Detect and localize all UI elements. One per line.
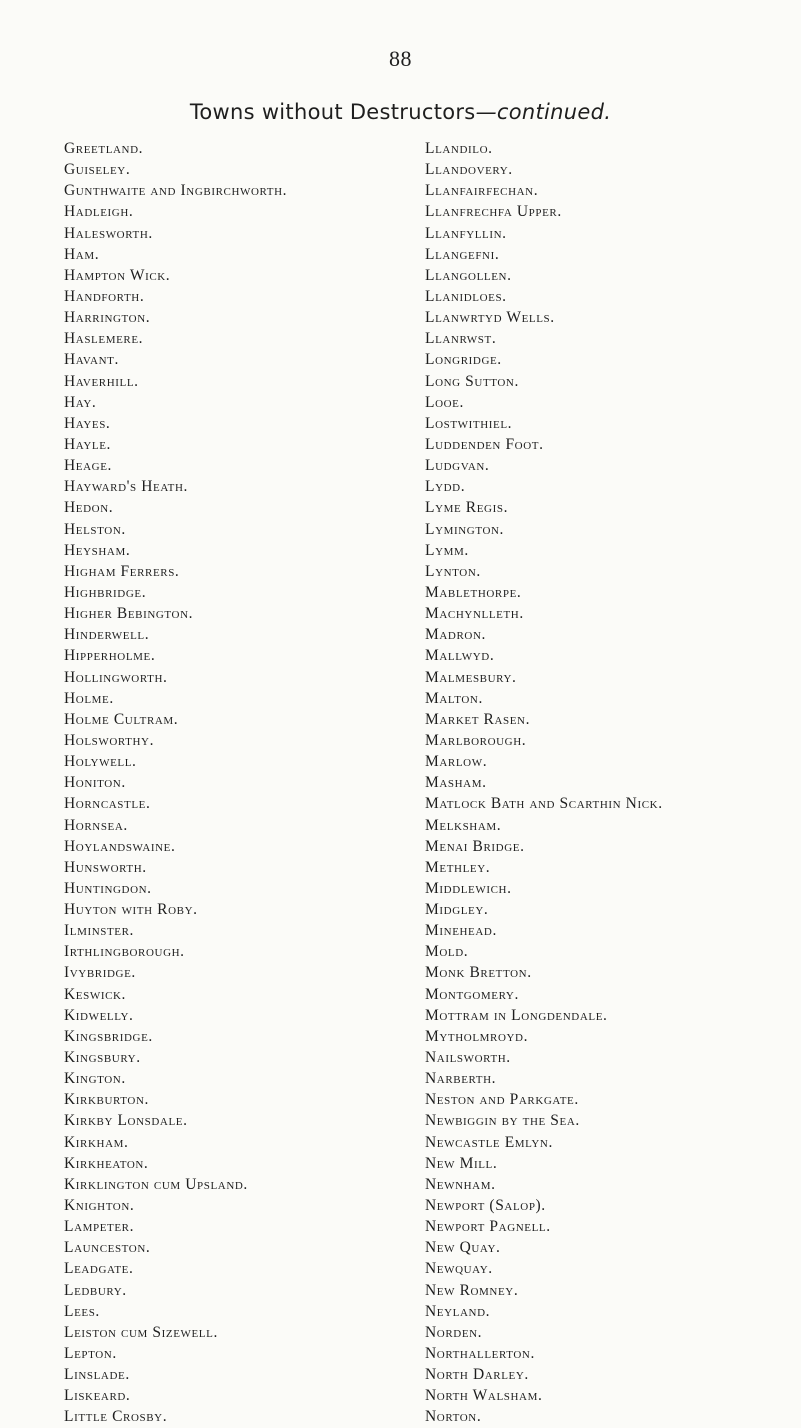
town-entry: Hayward's Heath.	[64, 478, 189, 496]
town-entry: Kirkburton.	[64, 1091, 149, 1109]
town-entry: Newquay.	[425, 1260, 493, 1278]
town-list-right-column	[425, 138, 795, 1428]
town-entry: Narberth.	[425, 1070, 497, 1088]
town-entry: Haslemere.	[64, 330, 144, 348]
town-entry: Hipperholme.	[64, 647, 156, 665]
town-entry: Kirkheaton.	[64, 1154, 149, 1172]
town-entry: Marlow.	[425, 753, 488, 771]
page-heading	[0, 100, 801, 124]
town-entry: Lymm.	[425, 541, 469, 559]
town-entry: Ludgvan.	[425, 457, 490, 475]
heading-continued: —continued.	[475, 100, 612, 124]
town-entry: Lostwithiel.	[425, 414, 513, 432]
town-entry: Midgley.	[425, 901, 489, 919]
town-entry: Lepton.	[64, 1345, 117, 1363]
town-entry: Heage.	[64, 457, 112, 475]
town-entry: Lydd.	[425, 478, 466, 496]
town-entry: Keswick.	[64, 985, 127, 1003]
town-entry: Nailsworth.	[425, 1049, 511, 1067]
town-entry: Leiston cum Sizewell.	[64, 1323, 218, 1341]
town-entry: Gunthwaite and Ingbirchworth.	[64, 182, 288, 200]
town-entry: Melksham.	[425, 816, 502, 834]
town-entry: Holywell.	[64, 753, 137, 771]
town-entry: Handforth.	[64, 287, 145, 305]
town-entry: Kidwelly.	[64, 1006, 134, 1024]
town-entry: Hayle.	[64, 435, 111, 453]
town-entry: Ledbury.	[64, 1281, 127, 1299]
town-entry: Kingsbury.	[64, 1049, 141, 1067]
town-entry: Lyme Regis.	[425, 499, 509, 517]
town-entry: Guiseley.	[64, 161, 131, 179]
town-entry: New Romney.	[425, 1281, 519, 1299]
town-entry: New Quay.	[425, 1239, 501, 1257]
town-entry: Knighton.	[64, 1197, 135, 1215]
town-entry: New Mill.	[425, 1154, 498, 1172]
town-entry: Horncastle.	[64, 795, 151, 813]
town-entry: Mallwyd.	[425, 647, 495, 665]
town-entry: Hoylandswaine.	[64, 837, 176, 855]
town-entry: Norton.	[425, 1408, 482, 1426]
town-entry: Matlock Bath and Scarthin Nick.	[425, 795, 663, 813]
town-entry: Newport Pagnell.	[425, 1218, 551, 1236]
town-entry: Norden.	[425, 1323, 483, 1341]
town-entry: Llanfairfechan.	[425, 182, 539, 200]
town-entry: Newcastle Emlyn.	[425, 1133, 553, 1151]
town-entry: Hampton Wick.	[64, 266, 171, 284]
town-entry: Lymington.	[425, 520, 505, 538]
town-entry: Mold.	[425, 943, 469, 961]
town-entry: Holsworthy.	[64, 731, 155, 749]
town-entry: Heysham.	[64, 541, 131, 559]
page-number: 88	[389, 46, 412, 71]
town-entry: Greetland.	[64, 140, 144, 157]
town-entry: Kirkby Lonsdale.	[64, 1112, 188, 1130]
town-entry: Holme Cultram.	[64, 710, 179, 728]
town-entry: Hay.	[64, 393, 97, 411]
town-entry: Kington.	[64, 1070, 126, 1088]
town-entry: Lynton.	[425, 562, 481, 580]
town-entry: Ilminster.	[64, 922, 135, 940]
town-entry: Hedon.	[64, 499, 114, 517]
town-entry: Hadleigh.	[64, 203, 134, 221]
town-entry: Malton.	[425, 689, 483, 707]
town-entry: Hinderwell.	[64, 626, 150, 644]
town-entry: Ivybridge.	[64, 964, 136, 982]
town-entry: Monk Bretton.	[425, 964, 532, 982]
town-entry: Holme.	[64, 689, 114, 707]
town-entry: Irthlingborough.	[64, 943, 185, 961]
town-entry: Harrington.	[64, 309, 151, 327]
town-entry: Mablethorpe.	[425, 583, 522, 601]
town-entry: Llangefni.	[425, 245, 500, 263]
town-entry: North Walsham.	[425, 1387, 543, 1405]
town-entry: Llangollen.	[425, 266, 512, 284]
town-entry: Little Crosby.	[64, 1408, 168, 1426]
town-entry: Newport (Salop).	[425, 1197, 546, 1215]
town-entry: Llandovery.	[425, 161, 513, 179]
town-entry: Havant.	[64, 351, 119, 369]
town-entry: Kirkham.	[64, 1133, 129, 1151]
town-entry: Longridge.	[425, 351, 502, 369]
town-entry: Hornsea.	[64, 816, 128, 834]
town-entry: Halesworth.	[64, 224, 153, 242]
town-entry: Hollingworth.	[64, 668, 168, 686]
town-entry: Ham.	[64, 245, 100, 263]
town-entry: Linslade.	[64, 1366, 130, 1384]
town-entry: Machynlleth.	[425, 605, 524, 623]
town-entry: Mytholmroyd.	[425, 1027, 529, 1045]
town-entry: Honiton.	[64, 774, 126, 792]
town-list-left-column	[64, 138, 404, 1428]
town-entry: Huntingdon.	[64, 879, 152, 897]
town-entry: Methley.	[425, 858, 491, 876]
town-entry: Kingsbridge.	[64, 1027, 153, 1045]
town-entry: Llandilo.	[425, 140, 493, 157]
heading-main: Towns without Destructors	[189, 100, 476, 124]
town-entry: Northallerton.	[425, 1345, 535, 1363]
town-entry: Middlewich.	[425, 879, 512, 897]
town-entry: Llanwrtyd Wells.	[425, 309, 555, 327]
town-entry: Long Sutton.	[425, 372, 519, 390]
town-entry: Llanidloes.	[425, 287, 507, 305]
town-entry: Huyton with Roby.	[64, 901, 198, 919]
town-entry: Llanfyllin.	[425, 224, 507, 242]
town-entry: Madron.	[425, 626, 486, 644]
town-entry: Hunsworth.	[64, 858, 147, 876]
town-entry: North Darley.	[425, 1366, 529, 1384]
town-entry: Montgomery.	[425, 985, 519, 1003]
town-entry: Neston and Parkgate.	[425, 1091, 579, 1109]
town-entry: Kirklington cum Upsland.	[64, 1175, 248, 1193]
town-entry: Liskeard.	[64, 1387, 131, 1405]
town-entry: Llanfrechfa Upper.	[425, 203, 562, 221]
town-entry: Marlborough.	[425, 731, 527, 749]
town-entry: Minehead.	[425, 922, 497, 940]
town-entry: Leadgate.	[64, 1260, 134, 1278]
town-entry: Masham.	[425, 774, 487, 792]
town-entry: Mottram in Longdendale.	[425, 1006, 608, 1024]
town-entry: Lampeter.	[64, 1218, 135, 1236]
town-entry: Newnham.	[425, 1175, 496, 1193]
town-entry: Market Rasen.	[425, 710, 531, 728]
town-entry: Menai Bridge.	[425, 837, 525, 855]
town-entry: Hayes.	[64, 414, 111, 432]
town-entry: Neyland.	[425, 1302, 491, 1320]
town-entry: Looe.	[425, 393, 464, 411]
town-entry: Highbridge.	[64, 583, 147, 601]
town-entry: Helston.	[64, 520, 126, 538]
town-entry: Higher Bebington.	[64, 605, 194, 623]
town-entry: Malmesbury.	[425, 668, 517, 686]
town-entry: Luddenden Foot.	[425, 435, 544, 453]
town-entry: Haverhill.	[64, 372, 139, 390]
town-entry: Lees.	[64, 1302, 100, 1320]
town-entry: Llanrwst.	[425, 330, 497, 348]
town-entry: Higham Ferrers.	[64, 562, 180, 580]
town-entry: Newbiggin by the Sea.	[425, 1112, 580, 1130]
town-entry: Launceston.	[64, 1239, 151, 1257]
